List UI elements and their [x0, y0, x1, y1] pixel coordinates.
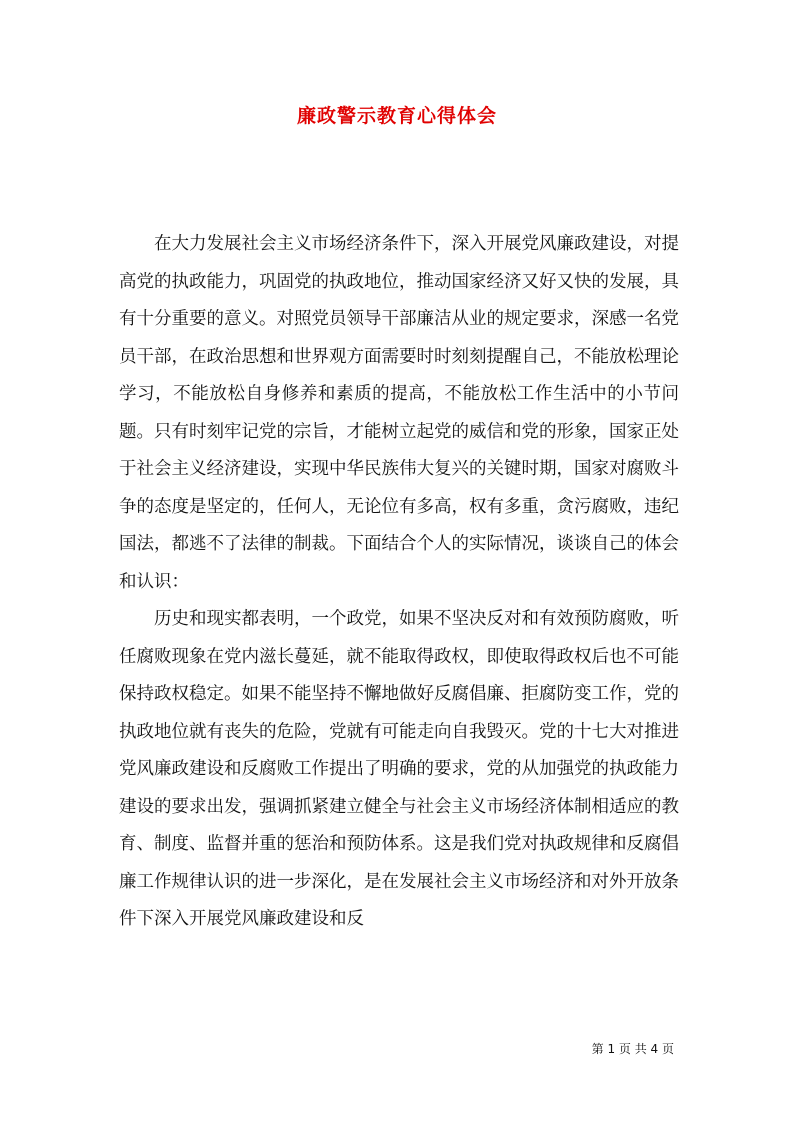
paragraph-1: 在大力发展社会主义市场经济条件下，深入开展党风廉政建设，对提高党的执政能力，巩固党的执政地位，推动国家经济又好又快的发展，具有十分重要的意义。对照党员领导干部廉洁从业的规定要求，深感一名党员干部，在政治思想和世界观方面需要时时刻刻提醒自己，不能放松理论学习，不能放松自身修养和素质的提高，不能放松工作生活中的小节问题。只有时刻牢记党的宗旨，才能树立起党的威信和党的形象，国家正处于社会主义经济建设，实现中华民族伟大复兴的关键时期，国家对腐败斗争的态度是坚定的，任何人，无论位有多高，权有多重，贪污腐败，违纪国法，都逃不了法律的制裁。下面结合个人的实际情况，谈谈自己的体会和认识： [119, 234, 679, 592]
page-number-footer: 第 1 页 共 4 页 [591, 1042, 674, 1056]
document-body [119, 226, 679, 939]
paragraph-2: 历史和现实都表明，一个政党，如果不坚决反对和有效预防腐败，听任腐败现象在党内滋长蔓延，就不能取得政权，即使取得政权后也不可能保持政权稳定。如果不能坚持不懈地做好反腐倡廉、拒腐防变工作，党的执政地位就有丧失的危险，党就有可能走向自我毁灭。党的十七大对推进党风廉政建设和反腐败工作提出了明确的要求，党的从加强党的执政能力建设的要求出发，强调抓紧建立健全与社会主义市场经济体制相适应的教育、制度、监督并重的惩治和预防体系。这是我们党对执政规律和反腐倡廉工作规律认识的进一步深化，是在发展社会主义市场经济和对外开放条件下深入开展党风廉政建设和反 [119, 609, 679, 929]
document-title: 廉政警示教育心得体会 [296, 105, 497, 127]
